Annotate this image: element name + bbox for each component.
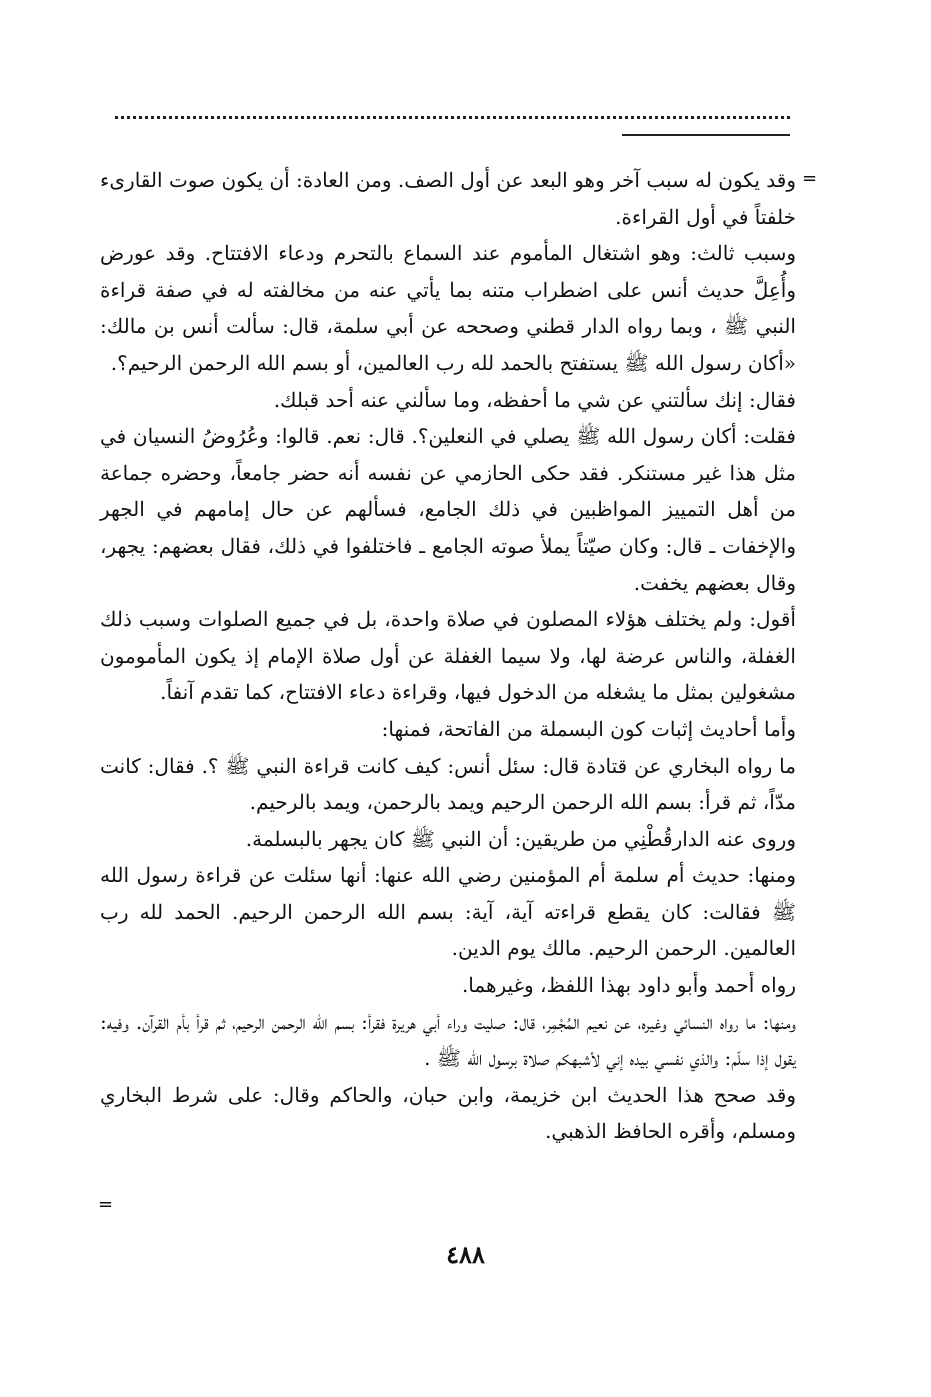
paragraph: فقلت: أكان رسول الله ﷺ يصلي في النعلين؟. قال: نعم. قالوا: وعُرُوضُ النسيان في مثل هذا غير مستنكر. فقد حكى الحازمي عن نفسه أنه حضر جامعاً، وحضره جماعة من أهل التمييز المواظبين في ذلك الجامع، فسألهم عن حال إمامهم في الجهر والإخفات ـ قال: وكان صيّتاً يملأ صوته الجامع ـ فاختلفوا في ذلك، فقال بعضهم: يجهر، وقال بعضهم يخفت.	[100, 424, 796, 595]
paragraph: ومنها: حديث أم سلمة أم المؤمنين رضي الله عنها: أنها سئلت عن قراءة رسول الله ﷺ فقالت: كان يقطع قراءته آية، آية: بسم الله الرحمن الرحيم. الحمد لله رب العالمين. الرحمن الرحيم. مالك يوم الدين.	[100, 863, 796, 961]
paragraph: وقد صحح هذا الحديث ابن خزيمة، وابن حبان، والحاكم وقال: على شرط البخاري ومسلم، وأقره الحافظ الذهبي.	[100, 1082, 796, 1144]
dotted-separator	[115, 116, 790, 119]
footnote-rule	[622, 134, 790, 136]
paragraph: وأما أحاديث إثبات كون البسملة من الفاتحة، فمنها:	[381, 716, 796, 741]
paragraph: وقد يكون له سبب آخر وهو البعد عن أول الصف. ومن العادة: أن يكون صوت القارىء خلفتاً في أول القراءة.	[100, 168, 796, 229]
paragraph: رواه أحمد وأبو داود بهذا اللفظ، وغيرهما.	[461, 973, 796, 998]
paragraph: فقال: إنك سألتني عن شي ما أحفظه، وما سألني عنه أحد قبلك.	[273, 387, 796, 412]
paragraph: ما رواه البخاري عن قتادة قال: سئل أنس: كيف كانت قراءة النبي ﷺ ؟. فقال: كانت مدّاً، ثم قرأ: بسم الله الرحمن الرحيم ويمد بالرحمن، ويمد بالرحيم.	[100, 753, 796, 815]
continuation-mark-top: =	[802, 168, 818, 189]
paragraph: أقول: ولم يختلف هؤلاء المصلون في صلاة واحدة، بل في جميع الصلوات وسبب ذلك الغفلة، والناس عرضة لها، ولا سيما الغفلة عن أول صلاة الإمام إذ يكون المأمومون مشغولين بمثل ما يشغله من الدخول فيها، وقراءة دعاء الافتتاح، كما تقدم آنفاً.	[100, 607, 796, 705]
paragraph: وروى عنه الدارقُطْنِي من طريقين: أن النبي ﷺ كان يجهر بالبسلمة.	[245, 826, 796, 851]
paragraph: ومنها: ما رواه النسائي وغيره، عن نعيم المُجْمِر، قال: صليت وراء أبي هريرة فقرأ: بسم الله الرحمن الرحيم، ثم قرأ بأم القرآن. وفيه: يقول إذا سلّم: والذي نفسي بيده إني لأشبهكم صلاة برسول الله ﷺ .	[100, 1009, 796, 1071]
continuation-mark-bottom: =	[98, 1194, 114, 1215]
paragraph: وسبب ثالث: وهو اشتغال المأموم عند السماع بالتحرم ودعاء الافتتاح. وقد عورض وأُعِلَّ حديث أنس على اضطراب متنه بما يأتي عنه من مخالفته له في صفة قراءة النبي ﷺ ، وبما رواه الدار قطني وصححه عن أبي سلمة، قال: سألت أنس بن مالك: «أكان رسول الله ﷺ يستفتح بالحمد لله رب العالمين، أو بسم الله الرحمن الرحيم؟.	[100, 241, 796, 375]
page-number: ٤٨٨	[446, 1240, 485, 1269]
footnote-text	[100, 162, 796, 1150]
